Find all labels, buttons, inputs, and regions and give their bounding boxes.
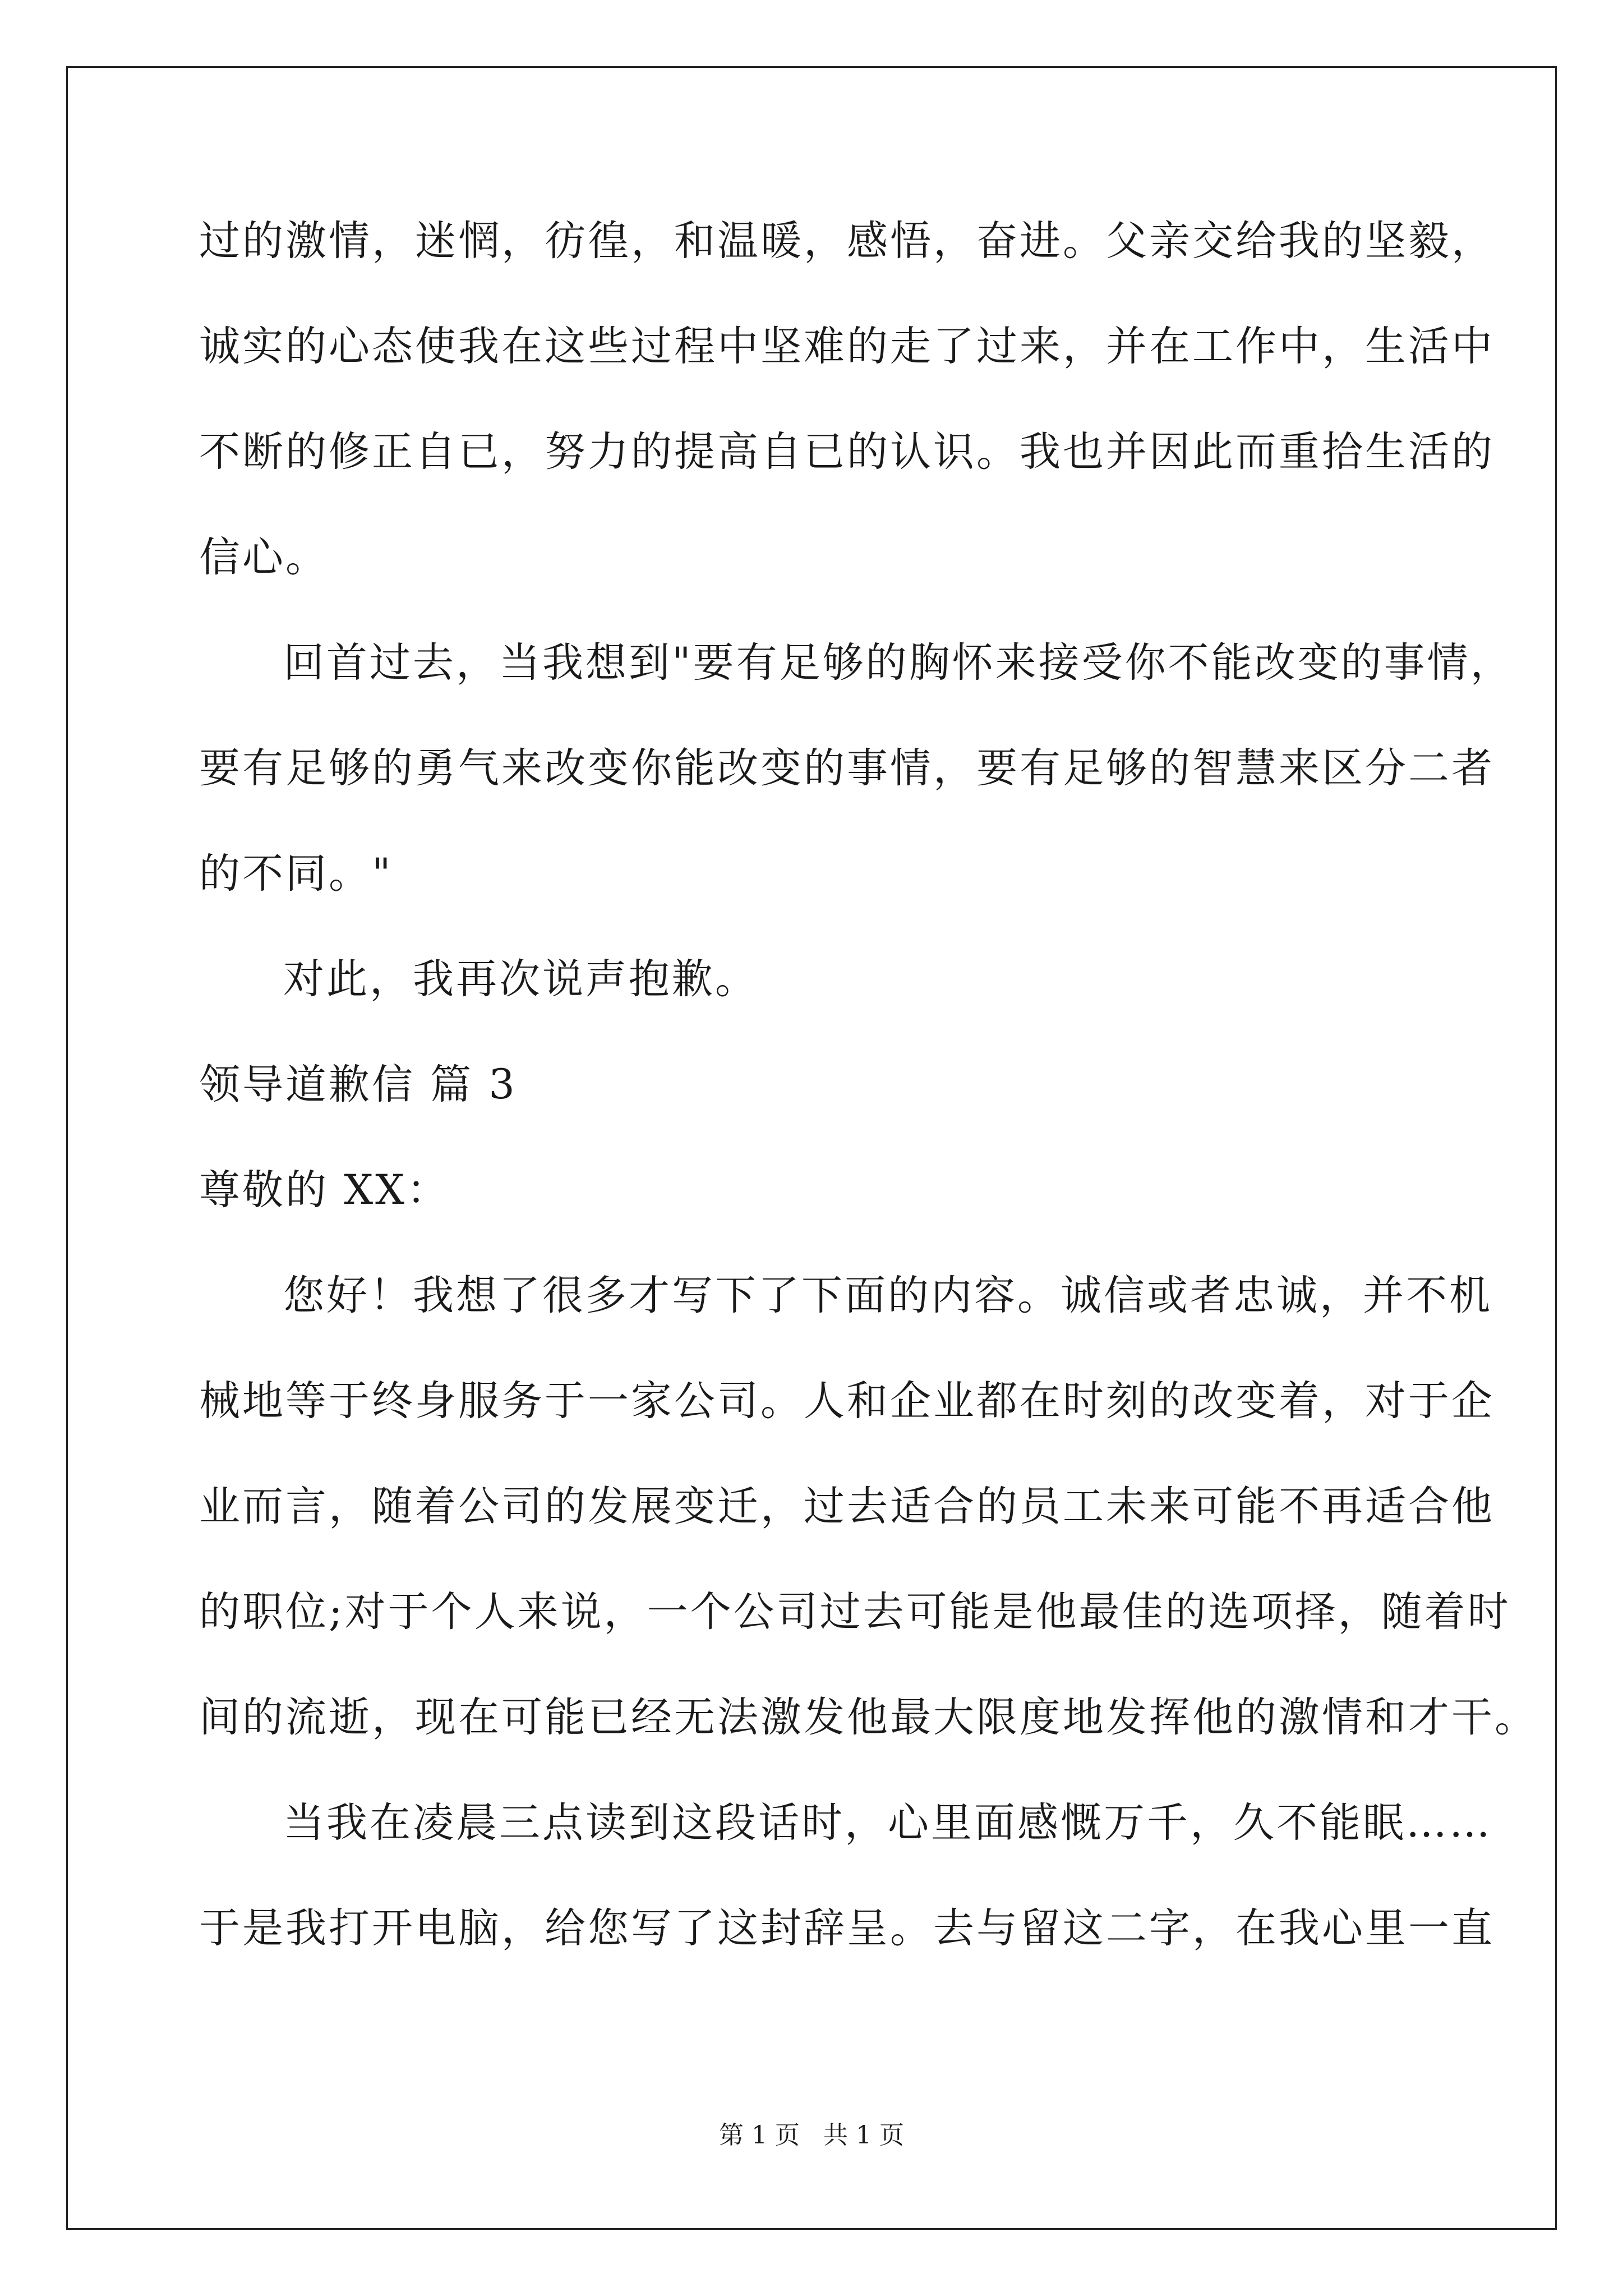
text-line: 要有足够的勇气来改变你能改变的事情，要有足够的智慧来区分二者: [199, 744, 1495, 792]
document-body: [199, 213, 1538, 2006]
text-line: 对此，我再次说声抱歉。: [283, 955, 758, 1003]
text-line: 过的激情，迷惘，彷徨，和温暖，感悟，奋进。父亲交给我的坚毅，: [199, 217, 1495, 265]
text-line: 回首过去，当我想到"要有足够的胸怀来接受你不能改变的事情，: [283, 639, 1514, 687]
page-total: 共 1 页: [823, 2121, 904, 2150]
text-line: 间的流逝，现在可能已经无法激发他最大限度地发挥他的激情和才干。: [199, 1694, 1538, 1741]
section-heading: 领导道歉信 篇 3: [199, 1061, 517, 1108]
page-number: 第 1 页: [719, 2121, 800, 2150]
text-line: 于是我打开电脑，给您写了这封辞呈。去与留这二字，在我心里一直: [199, 1904, 1495, 1952]
text-line: 信心。: [199, 533, 329, 581]
text-line: 诚实的心态使我在这些过程中坚难的走了过来，并在工作中，生活中: [199, 323, 1495, 370]
text-line: 的不同。": [199, 850, 393, 898]
text-line: 的职位;对于个人来说，一个公司过去可能是他最佳的选项择，随着时: [199, 1588, 1511, 1636]
text-line: 您好！我想了很多才写下了下面的内容。诚信或者忠诚，并不机: [283, 1272, 1492, 1319]
text-line: 业而言，随着公司的发展变迁，过去适合的员工未来可能不再适合他: [199, 1483, 1495, 1530]
salutation: 尊敬的 XX：: [199, 1166, 450, 1214]
text-line: 不断的修正自已，努力的提高自已的认识。我也并因此而重拾生活的: [199, 428, 1495, 476]
text-line: 械地等于终身服务于一家公司。人和企业都在时刻的改变着，对于企: [199, 1377, 1495, 1425]
text-line: 当我在凌晨三点读到这段话时，心里面感慨万千，久不能眠……: [283, 1799, 1492, 1847]
page-footer: [0, 2115, 1623, 2151]
